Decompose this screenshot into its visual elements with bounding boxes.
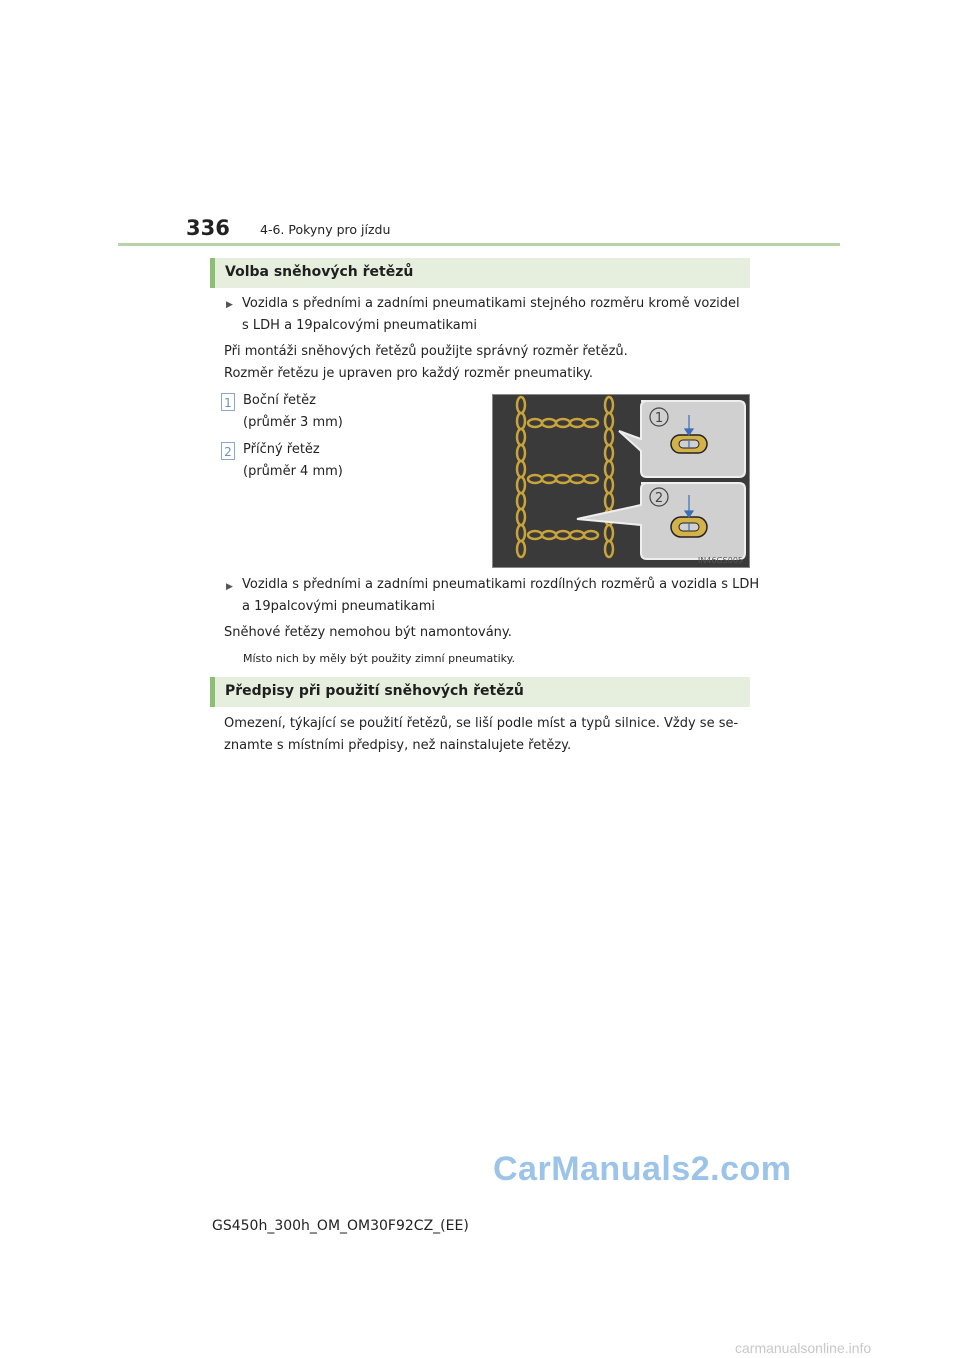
page-number: 336 xyxy=(186,216,230,240)
paragraph: Omezení, týkající se použití řetězů, se liší podle míst a typů silnice. Vždy se se- znamte s místními předpisy, než nainstalujete řetězy. xyxy=(224,716,739,753)
callout-number-1: 1 xyxy=(654,411,664,426)
item-number-badge: 1 xyxy=(221,393,235,411)
section-title-bar xyxy=(210,677,750,707)
section-title: Volba sněhových řetězů xyxy=(225,264,414,280)
bullet-triangle-icon: ▶ xyxy=(226,300,233,310)
section-heading: 4-6. Pokyny pro jízdu xyxy=(260,222,391,237)
bullet-triangle-icon: ▶ xyxy=(226,582,233,592)
snow-chain-illustration xyxy=(492,394,750,568)
header-rule xyxy=(118,243,840,246)
item-number-badge: 2 xyxy=(221,442,235,460)
watermark-logo: CarManuals2.com xyxy=(493,1150,792,1188)
watermark-small: carmanualsonline.info xyxy=(735,1340,872,1356)
section-title: Předpisy při použití sněhových řetězů xyxy=(225,683,524,699)
paragraph: Při montáži sněhových řetězů použijte správný rozměr řetězů. Rozměr řetězu je upraven pro každý rozměr pneumatiky. xyxy=(224,344,628,381)
item-label: Příčný řetěz (průměr 4 mm) xyxy=(243,442,343,479)
note-text: Místo nich by měly být použity zimní pneumatiky. xyxy=(243,652,516,665)
footer-doc-code: GS450h_300h_OM_OM30F92CZ_(EE) xyxy=(212,1218,469,1234)
paragraph: Sněhové řetězy nemohou být namontovány. xyxy=(224,625,512,640)
section-title-bar xyxy=(210,258,750,288)
callout-number-2: 2 xyxy=(654,491,664,506)
illustration-code: IN46GS005 xyxy=(697,556,743,565)
chain-drawing xyxy=(493,395,749,567)
item-label: Boční řetěz (průměr 3 mm) xyxy=(243,393,343,430)
bullet-text: Vozidla s předními a zadními pneumatikami stejného rozměru kromě vozidel s LDH a 19palcovými pneumatikami xyxy=(242,296,740,333)
bullet-text: Vozidla s předními a zadními pneumatikami rozdílných rozměrů a vozidla s LDH a 19palcovými pneumatikami xyxy=(242,577,760,614)
